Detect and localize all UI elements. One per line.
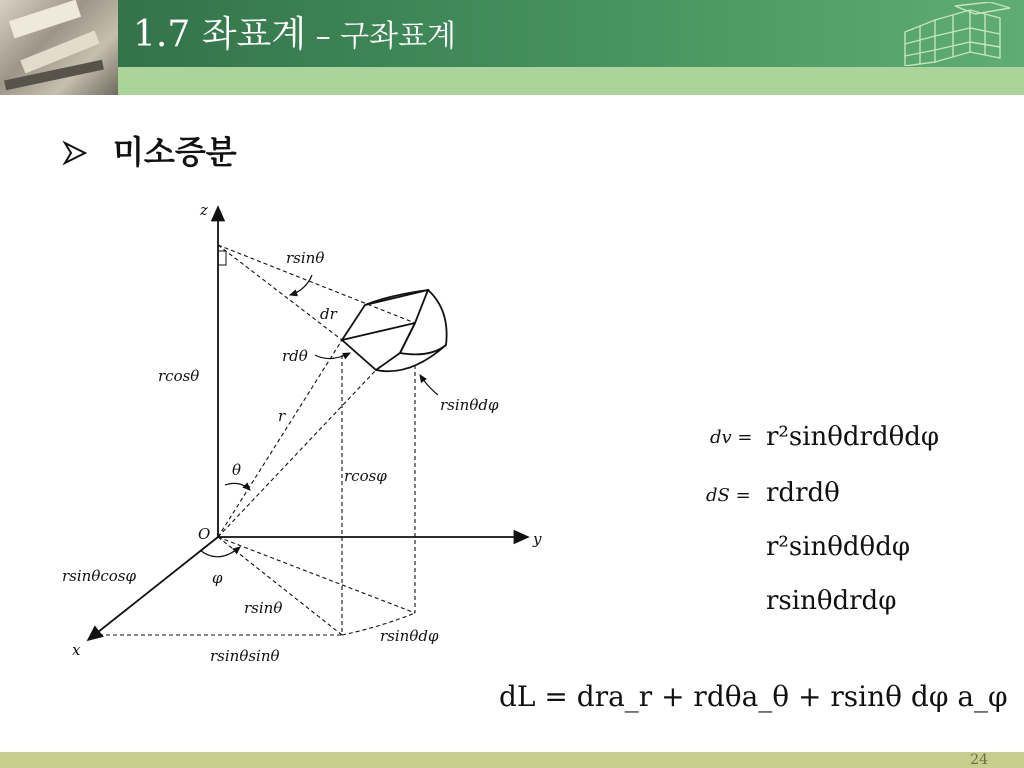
ds-formula-1: rdrdθ <box>766 478 840 508</box>
dv-value: r²sinθdrdθdφ <box>766 422 940 452</box>
label-rsinthetadphi-top: rsinθdφ <box>440 396 499 414</box>
title-main: 1.7 좌표계 <box>133 14 307 55</box>
label-r: r <box>278 407 286 425</box>
slide-title <box>133 12 456 60</box>
arrow-bullet-icon <box>62 140 88 166</box>
header-photo <box>0 0 118 95</box>
dv-label: dv = <box>710 427 753 448</box>
label-y: y <box>533 530 542 548</box>
label-rcosphi: rcosφ <box>344 467 387 485</box>
ds-formula-2: r²sinθdθdφ <box>766 532 911 562</box>
right-angle-marker <box>218 251 226 265</box>
footer-bar <box>0 752 1024 768</box>
label-rdtheta: rdθ <box>282 347 308 365</box>
dl-formula <box>495 670 1015 720</box>
volume-element <box>342 290 447 371</box>
ds-label: dS = <box>706 485 751 506</box>
label-rsintheta-bottom: rsinθ <box>244 599 283 617</box>
ds-formula-3: rsinθdrdφ <box>766 586 897 616</box>
diagram-labels <box>62 201 542 665</box>
dl-formula-text: dL = dra_r + rdθa_θ + rsinθ dφ a_φ <box>499 680 1008 713</box>
label-rsinthetacosphi: rsinθcosφ <box>62 567 136 585</box>
label-z: z <box>200 201 208 219</box>
label-rsinthetasintheta: rsinθsinθ <box>210 647 280 665</box>
building-cube-icon <box>895 2 1015 66</box>
label-rsintheta-top: rsinθ <box>286 249 325 267</box>
label-phi: φ <box>212 569 223 587</box>
label-x: x <box>72 641 81 659</box>
page-number: 24 <box>970 752 988 768</box>
label-rsinthetadphi-bottom: rsinθdφ <box>380 627 439 645</box>
label-rcostheta: rcosθ <box>158 367 200 385</box>
title-sub: – 구좌표계 <box>306 19 457 54</box>
header-strip <box>118 67 1024 95</box>
axes <box>88 207 528 640</box>
annotation-arrows <box>200 275 438 557</box>
bullet-text: 미소증분 <box>113 133 237 171</box>
label-dr: dr <box>320 305 337 323</box>
label-origin: O <box>198 525 211 543</box>
label-theta: θ <box>232 461 242 479</box>
differential-formulas <box>700 415 1000 625</box>
spherical-coordinate-diagram <box>50 195 570 675</box>
header-bar <box>0 0 1024 95</box>
